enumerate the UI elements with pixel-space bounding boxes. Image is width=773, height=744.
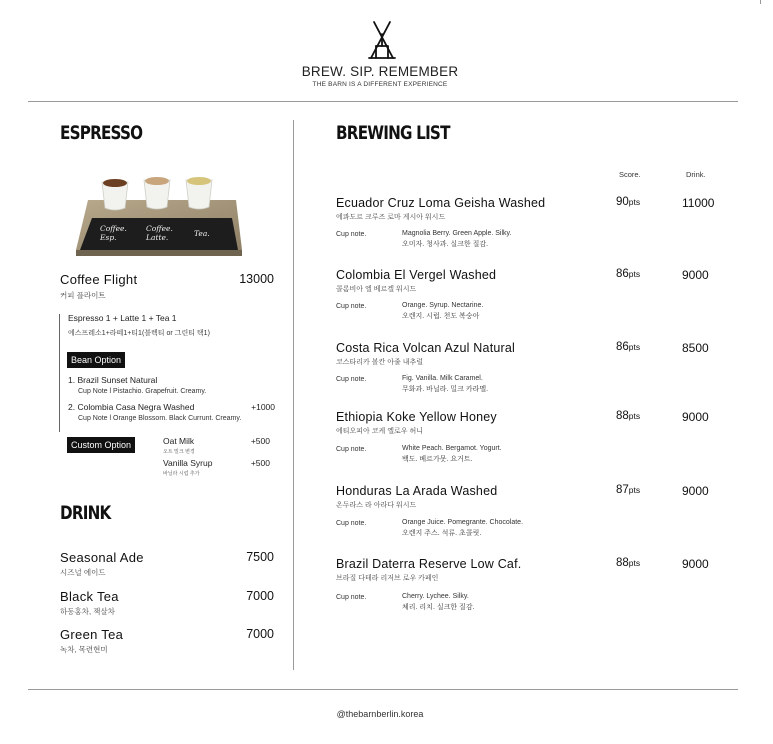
column-divider — [293, 120, 294, 670]
bean-1-name: 1. Brazil Sunset Natural — [68, 375, 158, 385]
drink-item-price: 7500 — [246, 550, 274, 564]
brewing-title: BREWING LIST — [336, 122, 450, 144]
options-border — [59, 314, 60, 432]
coffee-name: Colombia El Vergel Washed — [336, 268, 497, 282]
drink-item-price: 7000 — [246, 589, 274, 603]
cup-notes: White Peach. Bergamot. Yogurt. 백도. 베르가못. 요거트. — [402, 445, 502, 463]
coffee-name-kr: 온두라스 라 아라다 워시드 — [336, 502, 417, 509]
bean-2-extra: +1000 — [251, 402, 275, 412]
drink-item-kr: 녹차, 목련현미 — [60, 645, 108, 654]
header-divider — [28, 101, 738, 102]
drink-item-kr: 하동홍차, 잭살차 — [60, 607, 115, 616]
coffee-name: Brazil Daterra Reserve Low Caf. — [336, 557, 522, 571]
coffee-price: 8500 — [682, 341, 709, 355]
coffee-score: 90pts — [616, 196, 641, 208]
drink-column-header: Drink. — [686, 170, 706, 179]
bean-2-name: 2. Colombia Casa Negra Washed — [68, 402, 195, 412]
coffee-flight-image — [74, 170, 244, 258]
coffee-name-kr: 브라질 다테라 리저브 로우 카페인 — [336, 575, 439, 582]
score-column-header: Score. — [619, 170, 641, 179]
custom-oat-milk-kr: 오트 밀크 변경 — [163, 449, 195, 455]
cup-label-tea: Tea. — [194, 229, 210, 238]
coffee-name-kr: 코스타리카 볼칸 아줄 내추럴 — [336, 359, 423, 366]
drink-item-name: Seasonal Ade — [60, 550, 144, 565]
cup-note-label: Cup note. — [336, 446, 367, 453]
custom-vanilla-name: Vanilla Syrup — [163, 458, 213, 468]
cup-note-label: Cup note. — [336, 231, 367, 238]
coffee-name-kr: 콜롬비아 엘 베르겔 워시드 — [336, 286, 417, 293]
brand-slogan: BREW. SIP. REMEMBER — [301, 64, 459, 79]
coffee-score: 87pts — [616, 484, 641, 496]
footer-divider — [28, 689, 738, 690]
custom-option-label: Custom Option — [67, 437, 135, 453]
coffee-price: 9000 — [682, 410, 709, 424]
drink-item-kr: 시즈널 에이드 — [60, 568, 106, 577]
brand-tagline: THE BARN IS A DIFFERENT EXPERIENCE — [312, 81, 448, 88]
flight-composition: Espresso 1 + Latte 1 + Tea 1 — [68, 313, 177, 323]
drink-title: DRINK — [60, 502, 111, 524]
flight-price: 13000 — [239, 272, 274, 286]
bean-option-label: Bean Option — [67, 352, 125, 368]
flight-name-kr: 커피 플라이트 — [60, 291, 106, 300]
coffee-name: Ecuador Cruz Loma Geisha Washed — [336, 196, 546, 210]
custom-oat-milk-price: +500 — [250, 436, 270, 446]
cup-label-espresso: Coffee. Esp. — [100, 224, 127, 242]
bean-2-note: Cup Note l Orange Blossom. Black Currunt. Creamy. — [78, 415, 242, 422]
cup-notes: Fig. Vanilla. Milk Caramel. 무화과. 바닐라. 밀크 카라멜. — [402, 375, 489, 393]
coffee-name: Ethiopia Koke Yellow Honey — [336, 410, 497, 424]
cup-note-label: Cup note. — [336, 303, 367, 310]
cup-notes: Cherry. Lychee. Silky. 체리. 리치. 실크한 질감. — [402, 593, 475, 611]
drink-item-name: Green Tea — [60, 627, 124, 642]
coffee-price: 9000 — [682, 484, 709, 498]
cup-note-label: Cup note. — [336, 376, 367, 383]
drink-item-name: Black Tea — [60, 589, 119, 604]
cup-notes: Orange. Syrup. Nectarine. 오렌지. 시럽. 천도 복숭아 — [402, 302, 484, 320]
cup-notes: Magnolia Berry. Green Apple. Silky. 오미자. 청사과. 실크한 질감. — [402, 230, 512, 248]
custom-vanilla-price: +500 — [250, 458, 270, 468]
flight-composition-kr: 에스프레소1+라떼1+티1(블렉티 or 그린티 택1) — [68, 330, 210, 337]
coffee-score: 88pts — [616, 410, 641, 422]
coffee-price: 11000 — [682, 196, 715, 210]
coffee-score: 86pts — [616, 341, 641, 353]
coffee-name-kr: 에콰도르 크루즈 로마 게시아 워시드 — [336, 214, 446, 221]
corner-mark — [760, 0, 761, 4]
coffee-score: 86pts — [616, 268, 641, 280]
instagram-handle[interactable]: @thebarnberlin.korea — [336, 709, 424, 719]
barn-logo-icon — [364, 20, 400, 60]
cup-note-label: Cup note. — [336, 520, 367, 527]
coffee-name: Honduras La Arada Washed — [336, 484, 498, 498]
coffee-price: 9000 — [682, 268, 709, 282]
custom-vanilla-kr: 바닐라 시럽 추가 — [163, 471, 200, 477]
cup-notes: Orange Juice. Pomegrante. Chocolate. 오렌지 주스. 석류. 초콜릿. — [402, 519, 524, 537]
coffee-score: 88pts — [616, 557, 641, 569]
espresso-title: ESPRESSO — [60, 122, 143, 144]
coffee-name: Costa Rica Volcan Azul Natural — [336, 341, 516, 355]
coffee-name-kr: 에티오피아 코케 옐로우 허니 — [336, 428, 423, 435]
coffee-price: 9000 — [682, 557, 709, 571]
cup-note-label: Cup note. — [336, 594, 367, 601]
bean-1-note: Cup Note l Pistachio. Grapefruit. Creamy. — [78, 388, 207, 395]
flight-name: Coffee Flight — [60, 272, 138, 287]
drink-item-price: 7000 — [246, 627, 274, 641]
custom-oat-milk-name: Oat Milk — [163, 436, 195, 446]
cup-label-latte: Coffee. Latte. — [146, 224, 173, 242]
